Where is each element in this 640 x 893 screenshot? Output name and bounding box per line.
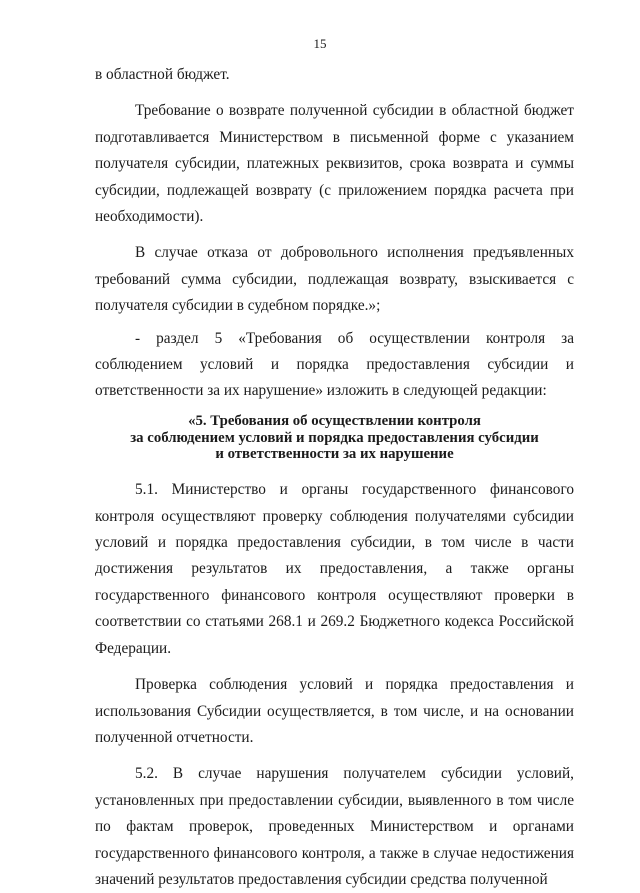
paragraph-5-2: 5.2. В случае нарушения получателем субсидии условий, установленных при предоставлении субсидии, выявленного в том числе по фактам проверок, проведенных Министерством и органами государственного финансового контроля, а также в случае недостижения значений результатов предоставления субсидии средства полученной <box>95 765 574 888</box>
paragraph-verification: Проверка соблюдения условий и порядка предоставления и использования Субсидии осуществляется, в том числе, и на основании полученной отчетности. <box>95 676 574 746</box>
heading-line-3: и ответственности за их нарушение <box>215 446 454 463</box>
paragraph-refund-demand: Требование о возврате полученной субсидии в областной бюджет подготавливается Министерством в письменной форме с указанием получателя субсидии, платежных реквизитов, срока возврата и суммы субсидии, подлежащей возврату (с приложением порядка расчета при необходимости). <box>95 102 574 226</box>
paragraph-section5-amendment: - раздел 5 «Требования об осуществлении контроля за соблюдением условий и порядка предоставления субсидии и ответственности за их нарушение» изложить в следующей редакции: <box>95 329 574 400</box>
section-heading <box>95 413 574 463</box>
paragraph-5-1: 5.1. Министерство и органы государственного финансового контроля осуществляют проверку соблюдения получателями субсидии условий и порядка предоставления субсидии, в том числе в части достижения результатов их предоставления, а также органы государственного финансового контроля осуществляют проверки в соответствии со статьями 268.1 и 269.2 Бюджетного кодекса Российской Федерации. <box>95 481 574 657</box>
page-number: 15 <box>313 36 327 51</box>
heading-line-2: за соблюдением условий и порядка предоставления субсидии <box>130 429 539 446</box>
heading-line-1: «5. Требования об осуществлении контроля <box>188 412 481 429</box>
document-body <box>95 62 574 893</box>
paragraph-budget-end: в областной бюджет. <box>95 66 230 83</box>
paragraph-court-recovery: В случае отказа от добровольного исполнения предъявленных требований сумма субсидии, подлежащая возврату, взыскивается с получателя субсидии в судебном порядке.»; <box>95 244 574 315</box>
